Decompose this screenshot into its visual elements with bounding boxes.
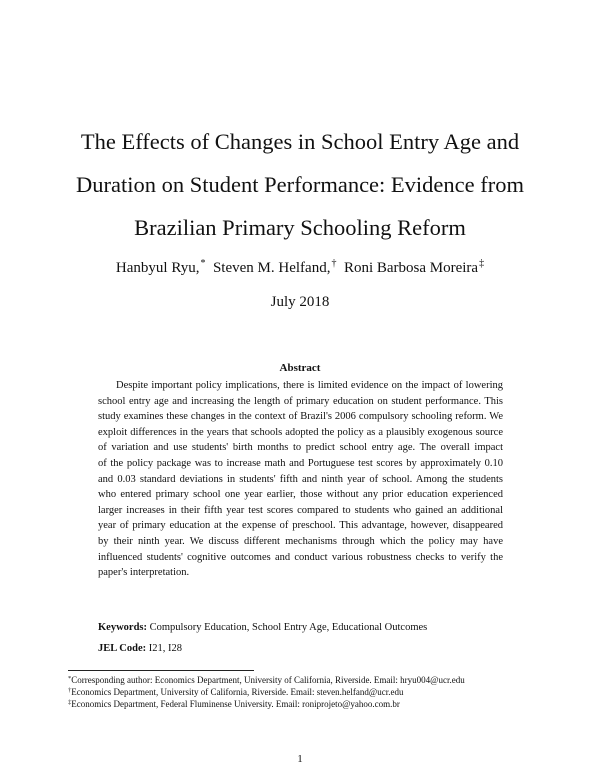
abstract-line: of variation and use students' birth months to predict school entry age. The overall impact: [98, 442, 503, 454]
page-number: 1: [297, 753, 303, 765]
footnote-text: Economics Department, Federal Fluminense University. Email: roniprojeto@yahoo.com.br: [71, 699, 400, 709]
abstract-line: influenced students' cognitive outcomes and conduct various robustness checks to verify the: [98, 551, 503, 563]
jel-codes: [98, 643, 182, 654]
author-footnote-mark: *: [200, 258, 206, 269]
footnote: [68, 697, 400, 710]
author-list: [0, 258, 600, 277]
abstract-line: larger increases in their fifth year test scores compared to students who gained an additional: [98, 504, 503, 516]
title-line: Brazilian Primary Schooling Reform: [134, 215, 466, 240]
author-footnote-mark: †: [331, 258, 337, 269]
paper-title: [60, 120, 540, 249]
abstract-line: school entry age and increasing the length of primary education on student performance. This: [98, 395, 503, 407]
footnote-rule: [68, 670, 254, 671]
keywords: [98, 622, 427, 633]
abstract-line: Despite important policy implications, there is limited evidence on the impact of lowering: [116, 380, 503, 391]
footnote-text: Corresponding author: Economics Department, University of California, Riverside. Email: hryu004@ucr.edu: [71, 675, 465, 685]
abstract-line: by their ninth year. We discuss different mechanisms through which the policy may have: [98, 535, 503, 547]
abstract-line: of the policy package was to increase math and Portuguese test scores by approximately 0.10: [98, 457, 503, 469]
footnote-text: Economics Department, University of California, Riverside. Email: steven.helfand@ucr.edu: [71, 687, 404, 697]
abstract-line: study examines these changes in the context of Brazil's 2006 compulsory schooling reform. We: [98, 411, 503, 423]
author-name: Hanbyul Ryu,: [115, 260, 200, 276]
keywords-text: Compulsory Education, School Entry Age, Educational Outcomes: [149, 622, 428, 633]
publication-date: July 2018: [270, 294, 330, 310]
author-name: Steven M. Helfand,: [212, 260, 331, 276]
jel-text: I21, I28: [148, 643, 183, 654]
abstract-line: and 0.03 standard deviations in students' fifth and ninth year of school. Among the students: [98, 473, 503, 485]
abstract-line: year of primary education at the expense of preschool. This advantage, however, disappeared: [98, 520, 503, 532]
footnote-mark: †: [68, 687, 72, 694]
title-line: Duration on Student Performance: Evidence from: [76, 172, 524, 197]
abstract-body: [98, 378, 503, 581]
author-footnote-mark: ‡: [479, 258, 485, 269]
keywords-label: Keywords:: [98, 622, 147, 633]
abstract-line: who entered primary school one year earlier, those without any prior education experienced: [98, 489, 503, 501]
abstract-line: paper's interpretation.: [98, 567, 190, 579]
jel-label: JEL Code:: [98, 643, 147, 654]
abstract-heading: Abstract: [279, 362, 321, 374]
author-name: Roni Barbosa Moreira: [343, 260, 479, 276]
abstract-line: exploit differences in the years that schools adopted the policy as a plausibly exogenous source: [98, 426, 503, 438]
title-line: The Effects of Changes in School Entry Age and: [80, 129, 520, 154]
footnote-mark: *: [68, 675, 72, 682]
footnote-mark: ‡: [68, 699, 72, 706]
